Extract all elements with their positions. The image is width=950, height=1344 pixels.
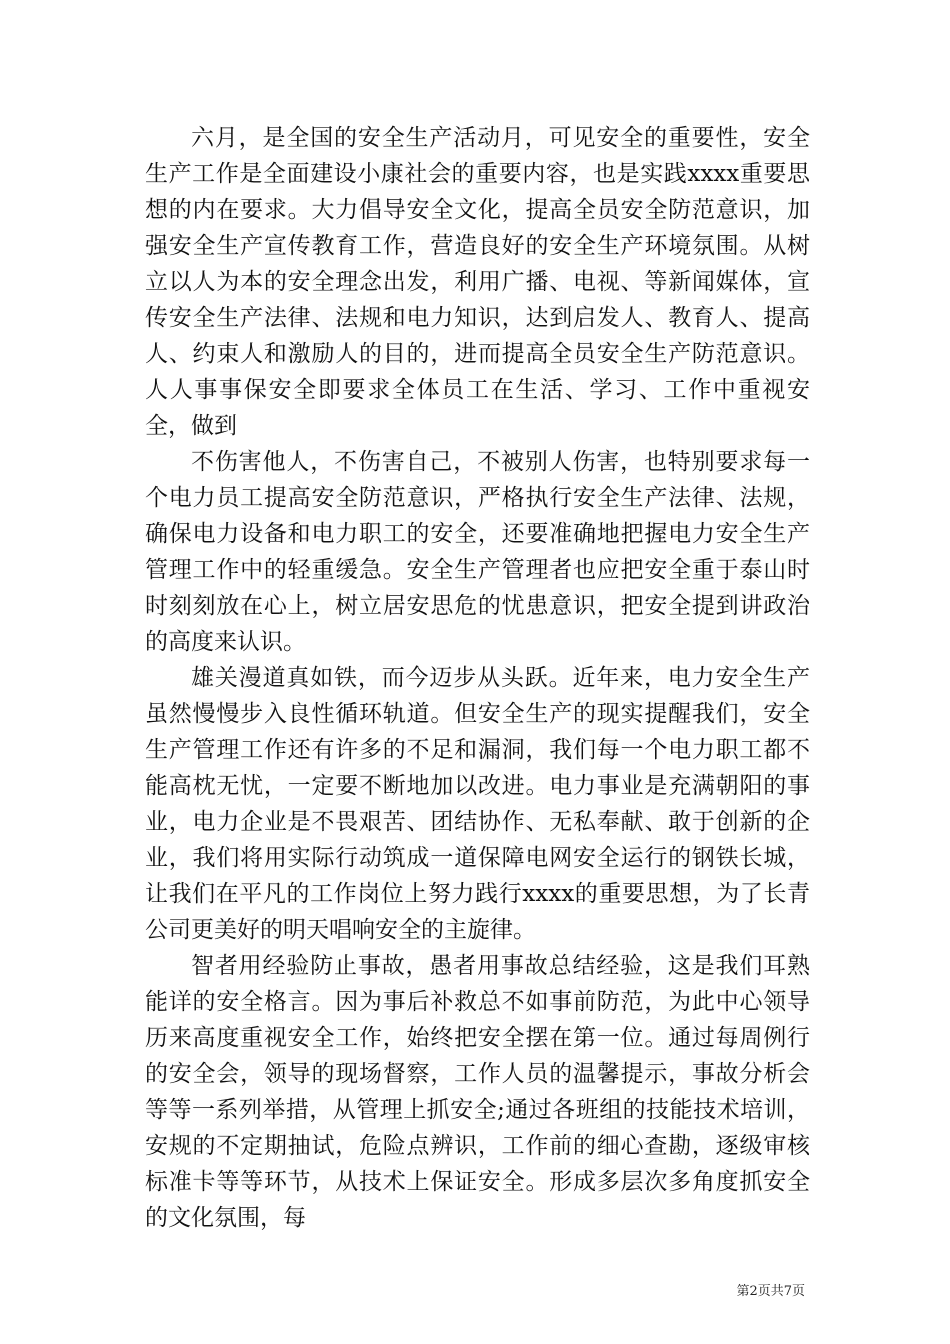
paragraph-4: 智者用经验防止事故，愚者用事故总结经验，这是我们耳熟能详的安全格言。因为事后补救总不如事前防范，为此中心领导历来高度重视安全工作，始终把安全摆在第一位。通过每周例行的安全会，领导的现场督察，工作人员的温馨提示，事故分析会等等一系列举措，从管理上抓安全;通过各班组的技能技术培训，安规的不定期抽试，危险点辨识，工作前的细心查勘，逐级审核标准卡等等环节，从技术上保证安全。形成多层次多角度抓安全的文化氛围，每 bbox=[145, 953, 810, 1231]
page-number-footer: 第2页共7页 bbox=[736, 1284, 805, 1299]
paragraph-3: 雄关漫道真如铁，而今迈步从头跃。近年来，电力安全生产虽然慢慢步入良性循环轨道。但安全生产的现实提醒我们，安全生产管理工作还有许多的不足和漏洞，我们每一个电力职工都不能高枕无忧，一定要不断地加以改进。电力事业是充满朝阳的事业，电力企业是不畏艰苦、团结协作、无私奉献、敢于创新的企业，我们将用实际行动筑成一道保障电网安全运行的钢铁长城，让我们在平凡的工作岗位上努力践行xxxx的重要思想，为了长青公司更美好的明天唱响安全的主旋律。 bbox=[145, 665, 810, 943]
paragraph-1: 六月，是全国的安全生产活动月，可见安全的重要性，安全生产工作是全面建设小康社会的重要内容，也是实践xxxx重要思想的内在要求。大力倡导安全文化，提高全员安全防范意识，加强安全生产宣传教育工作，营造良好的安全生产环境氛围。从树立以人为本的安全理念出发，利用广播、电视、等新闻媒体，宣传安全生产法律、法规和电力知识，达到启发人、教育人、提高人、约束人和激励人的目的，进而提高全员安全生产防范意识。人人事事保安全即要求全体员工在生活、学习、工作中重视安全，做到 bbox=[145, 125, 810, 439]
paragraph-2: 不伤害他人，不伤害自己，不被别人伤害，也特别要求每一个电力员工提高安全防范意识，严格执行安全生产法律、法规，确保电力设备和电力职工的安全，还要准确地把握电力安全生产管理工作中的轻重缓急。安全生产管理者也应把安全重于泰山时时刻刻放在心上，树立居安思危的忧患意识，把安全提到讲政治的高度来认识。 bbox=[145, 449, 810, 655]
document-body bbox=[145, 120, 810, 1236]
